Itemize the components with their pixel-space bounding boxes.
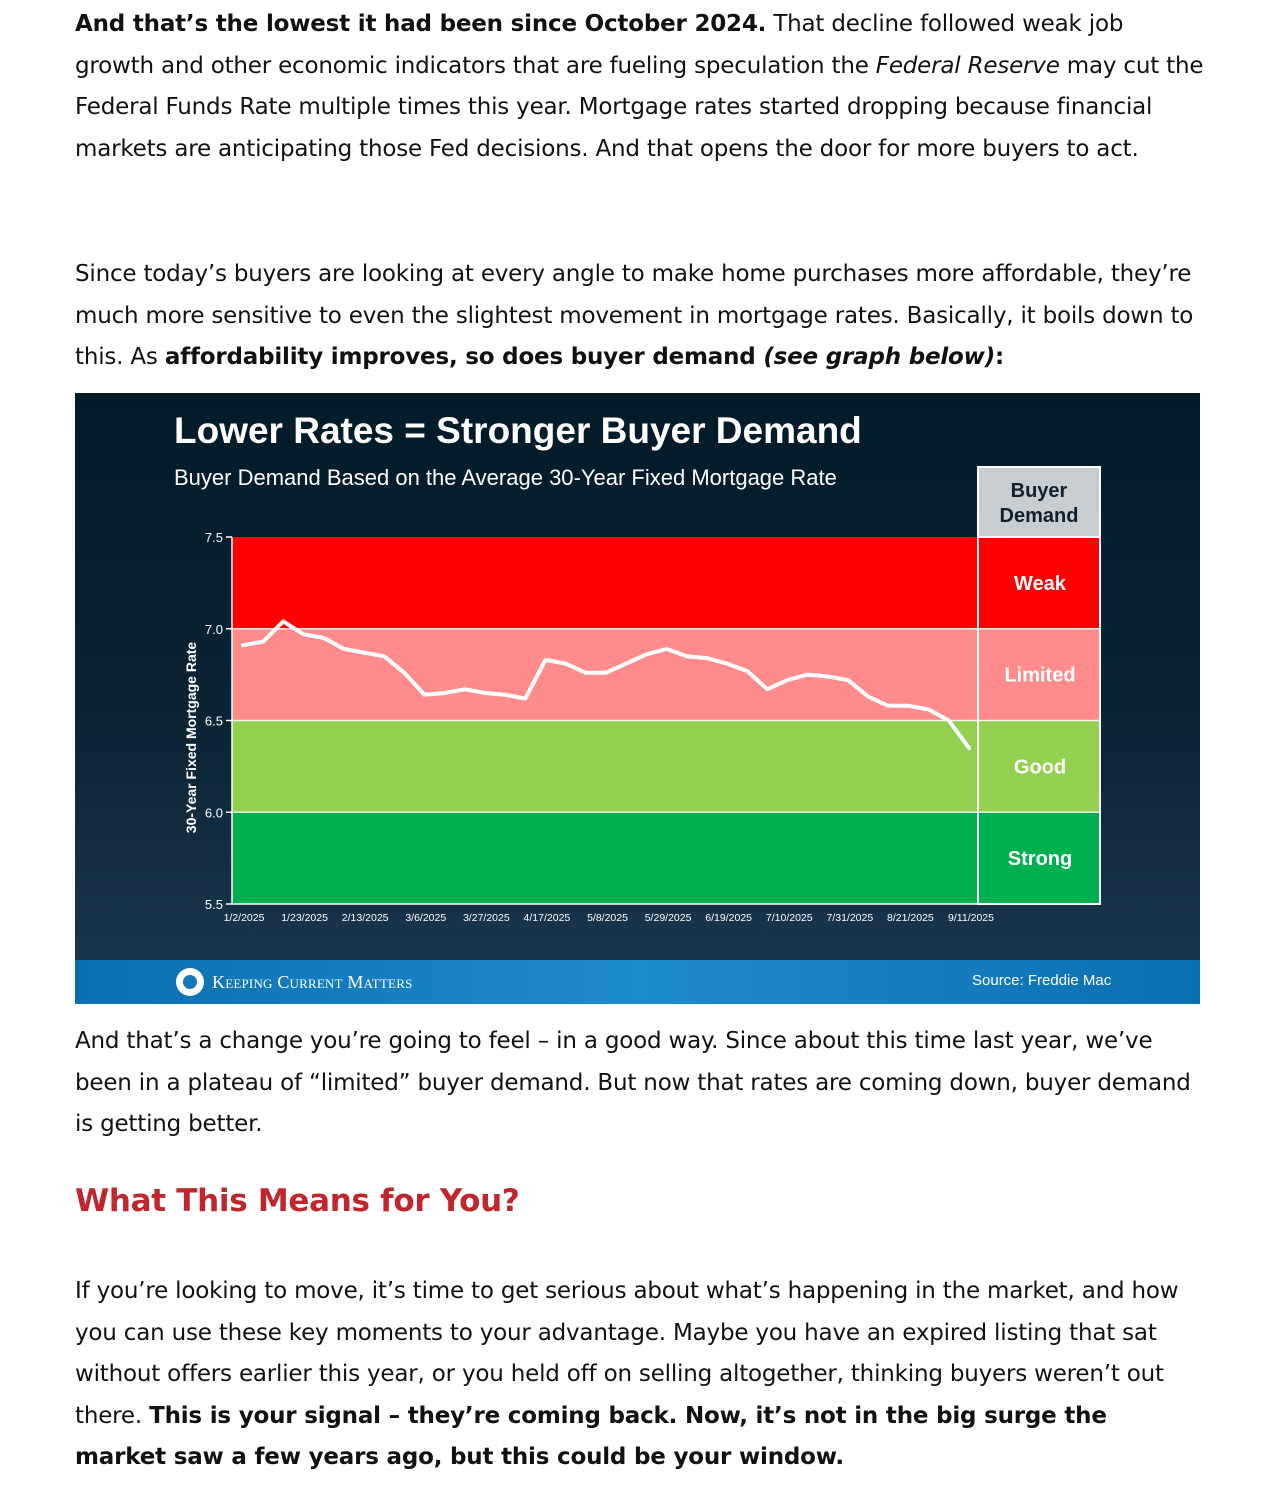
y-tick-label: 7.0 xyxy=(204,621,223,637)
logo-text: Keeping Current Matters xyxy=(212,971,413,992)
x-tick-label: 3/6/2025 xyxy=(405,912,447,924)
band-limited xyxy=(232,629,1100,721)
legend-label-weak: Weak xyxy=(1014,572,1066,595)
rate-data-point xyxy=(746,669,749,672)
bold-affordability: affordability improves, so does buyer demand xyxy=(164,344,764,371)
figure-footer xyxy=(75,960,1200,1004)
rate-data-point xyxy=(262,640,265,643)
x-tick-label: 1/23/2025 xyxy=(281,912,328,924)
paragraph-affordability xyxy=(75,254,1205,379)
y-tick-label: 7.5 xyxy=(204,530,223,545)
rate-data-point xyxy=(584,671,587,674)
rate-data-point xyxy=(342,647,345,650)
chart-subtitle: Buyer Demand Based on the Average 30-Year Fixed Mortgage Rate xyxy=(174,465,837,490)
x-tick-label: 9/11/2025 xyxy=(948,912,994,924)
rate-data-point xyxy=(625,662,628,665)
rate-data-point xyxy=(665,647,668,650)
x-tick-label: 3/27/2025 xyxy=(462,912,510,924)
rate-data-point xyxy=(362,651,365,654)
x-tick-label: 7/10/2025 xyxy=(765,912,813,924)
rate-data-point xyxy=(463,688,466,691)
rate-data-point xyxy=(766,688,769,691)
paragraph-text: That decline followed weak job growth and other economic indicators that are fueling speculation the xyxy=(75,11,1124,79)
section-heading: What This Means for You? xyxy=(75,1183,520,1219)
rate-data-point xyxy=(826,675,829,678)
buyer-demand-chart-figure xyxy=(75,393,1200,1004)
x-tick-label: 2/13/2025 xyxy=(341,912,389,924)
x-tick-label: 5/29/2025 xyxy=(644,912,692,924)
bold-lead: And that’s the lowest it had been since October 2024. xyxy=(75,11,767,37)
rate-data-point xyxy=(887,704,890,707)
band-weak xyxy=(232,537,1100,629)
rate-data-point xyxy=(705,657,708,660)
y-tick-label: 5.5 xyxy=(204,897,223,912)
kcm-logo-icon xyxy=(176,968,204,996)
band-strong xyxy=(232,812,1100,904)
legend-label-good: Good xyxy=(1013,756,1067,779)
bold-signal: This is your signal – they’re coming back. Now, it’s not in the big surge the market saw a few years ago, but this could be your window. xyxy=(75,1402,1107,1471)
rate-data-point xyxy=(846,679,849,682)
rate-data-point xyxy=(564,662,567,665)
paragraph-text: If you’re looking to move, it’s time to get serious about what’s happening in the market, and how you can use these key moments to your advantage. Maybe you have an expired listing that sat without offers earlier this year, or you held off on selling altogether, thinking buyers weren’t out there. xyxy=(75,1278,1179,1429)
bold-italic-see-graph: (see graph below) xyxy=(763,344,996,371)
source-note: Source: Freddie Mac xyxy=(972,972,1112,989)
rate-data-point xyxy=(786,679,789,682)
italic-federal-reserve: Federal Reserve xyxy=(875,52,1060,79)
x-tick-label: 5/8/2025 xyxy=(587,912,628,924)
rate-data-point xyxy=(504,693,507,696)
x-tick-label: 1/2/2025 xyxy=(223,912,265,924)
chart-svg xyxy=(75,393,1200,960)
rate-data-point xyxy=(685,655,688,658)
bold-colon: : xyxy=(995,344,1005,371)
y-tick-label: 6.5 xyxy=(204,713,223,729)
rate-data-point xyxy=(282,620,285,623)
x-tick-label: 4/17/2025 xyxy=(523,912,571,924)
rate-data-point xyxy=(867,695,870,698)
rate-data-point xyxy=(403,671,406,674)
x-tick-label: 7/31/2025 xyxy=(826,912,874,924)
rate-data-point xyxy=(806,673,809,676)
y-axis-label: 30-Year Fixed Mortgage Rate xyxy=(183,641,199,834)
band-good xyxy=(232,721,1100,813)
rate-data-point xyxy=(544,658,547,661)
rate-data-point xyxy=(907,704,910,707)
rate-data-point xyxy=(443,691,446,694)
paragraph-text: Since today’s buyers are looking at every angle to make home purchases more affordable, they’re much more sensitive to even the slightest movement in mortgage rates. Basically, it boils down to this. As xyxy=(75,261,1194,371)
rate-data-point xyxy=(423,693,426,696)
paragraph-text: may cut the Federal Funds Rate multiple times this year. Mortgage rates started dropping because financial markets are anticipating those Fed decisions. And that opens the door for more buyers to act. xyxy=(75,52,1204,162)
rate-data-point xyxy=(483,691,486,694)
legend-label-limited: Limited xyxy=(1004,664,1076,687)
rate-data-point xyxy=(604,671,607,674)
paragraph-change: And that’s a change you’re going to feel – in a good way. Since about this time last year, we’ve been in a plateau of “limited” buyer demand. But now that rates are coming down, buyer demand is getting better. xyxy=(75,1028,1191,1138)
x-tick-label: 6/19/2025 xyxy=(705,912,753,924)
chart-title: Lower Rates = Stronger Buyer Demand xyxy=(174,410,862,451)
x-tick-label: 8/21/2025 xyxy=(887,912,934,924)
rate-data-point xyxy=(967,746,970,749)
paragraph-rates-lowest xyxy=(75,4,1205,170)
rate-data-point xyxy=(302,633,305,636)
kcm-logo xyxy=(176,968,413,996)
y-tick-label: 6.0 xyxy=(204,805,223,821)
rate-data-point xyxy=(645,653,648,656)
paragraph-what-this-means xyxy=(75,1271,1205,1479)
legend-header: Buyer xyxy=(1010,480,1068,502)
rate-data-point xyxy=(524,697,527,700)
legend-header: Demand xyxy=(999,505,1079,527)
rate-data-point xyxy=(383,655,386,658)
rate-data-point xyxy=(927,708,930,711)
rate-data-point xyxy=(322,636,325,639)
rate-data-point xyxy=(241,644,244,647)
rate-data-point xyxy=(725,662,728,665)
legend-label-strong: Strong xyxy=(1007,848,1073,871)
rate-data-point xyxy=(947,719,950,722)
